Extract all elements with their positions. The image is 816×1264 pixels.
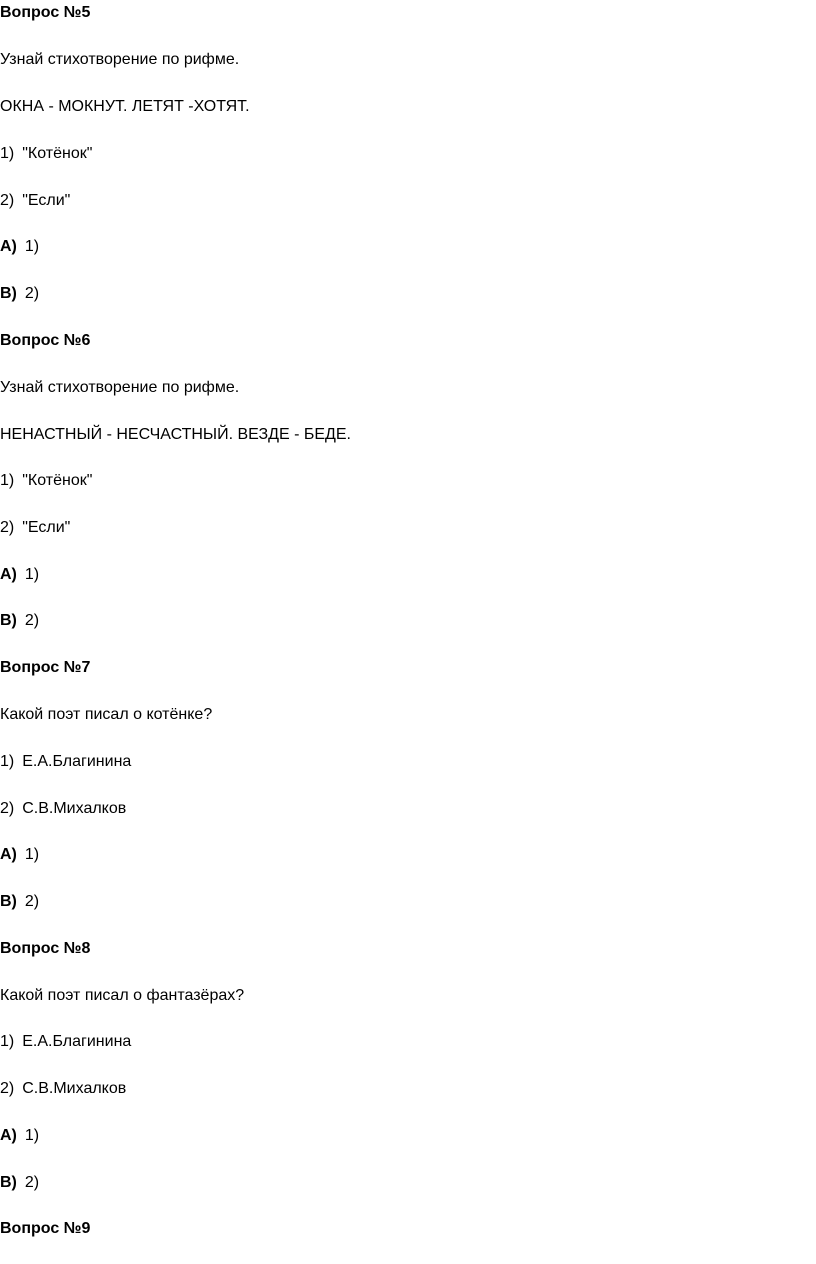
answer-key: А) xyxy=(0,238,17,255)
option-text: "Если" xyxy=(22,192,71,209)
answer-text: 1) xyxy=(24,566,40,583)
question-6-option-1 xyxy=(0,468,92,494)
question-5-prompt: Узнай стихотворение по рифме. xyxy=(0,51,240,68)
question-8-prompt: Какой поэт писал о фантазёрах? xyxy=(0,987,245,1004)
option-number: 2) xyxy=(0,192,15,209)
answer-key: В) xyxy=(0,612,17,629)
option-text: С.В.Михалков xyxy=(22,800,127,817)
answer-key: А) xyxy=(0,846,17,863)
option-text: С.В.Михалков xyxy=(22,1080,127,1097)
question-8-title: Вопрос №8 xyxy=(0,940,91,957)
answer-text: 1) xyxy=(24,1127,40,1144)
option-number: 1) xyxy=(0,1033,15,1050)
question-8-option-1 xyxy=(0,1029,131,1055)
option-number: 1) xyxy=(0,472,15,489)
question-6-answer-a xyxy=(0,562,39,588)
answer-key: В) xyxy=(0,893,17,910)
answer-key: А) xyxy=(0,566,17,583)
answer-key: А) xyxy=(0,1127,17,1144)
option-text: "Котёнок" xyxy=(22,472,93,489)
option-text: "Котёнок" xyxy=(22,145,93,162)
question-8-answer-a xyxy=(0,1123,39,1149)
option-text: "Если" xyxy=(22,519,71,536)
answer-text: 2) xyxy=(24,893,40,910)
question-6-prompt: Узнай стихотворение по рифме. xyxy=(0,379,240,396)
question-5-rhyme: ОКНА - МОКНУТ. ЛЕТЯТ -ХОТЯТ. xyxy=(0,98,250,115)
question-6-option-2 xyxy=(0,515,70,541)
option-number: 2) xyxy=(0,800,15,817)
option-number: 1) xyxy=(0,753,15,770)
question-7-option-1 xyxy=(0,749,131,775)
question-7-prompt: Какой поэт писал о котёнке? xyxy=(0,706,213,723)
option-text: Е.А.Благинина xyxy=(22,1033,132,1050)
question-5-title: Вопрос №5 xyxy=(0,4,91,21)
question-9-title: Вопрос №9 xyxy=(0,1220,91,1237)
question-7-option-2 xyxy=(0,796,126,822)
question-8-option-2 xyxy=(0,1076,126,1102)
question-5-option-2 xyxy=(0,188,70,214)
answer-key: В) xyxy=(0,285,17,302)
option-number: 1) xyxy=(0,145,15,162)
answer-key: В) xyxy=(0,1174,17,1191)
answer-text: 2) xyxy=(24,285,40,302)
question-7-title: Вопрос №7 xyxy=(0,659,91,676)
question-6-rhyme: НЕНАСТНЫЙ - НЕСЧАСТНЫЙ. ВЕЗДЕ - БЕДЕ. xyxy=(0,426,351,443)
option-number: 2) xyxy=(0,519,15,536)
answer-text: 2) xyxy=(24,1174,40,1191)
answer-text: 2) xyxy=(24,612,40,629)
answer-text: 1) xyxy=(24,846,40,863)
question-7-answer-a xyxy=(0,842,39,868)
question-5-answer-b xyxy=(0,281,39,307)
question-5-option-1 xyxy=(0,141,92,167)
question-6-answer-b xyxy=(0,608,39,634)
option-text: Е.А.Благинина xyxy=(22,753,132,770)
answer-text: 1) xyxy=(24,238,40,255)
question-5-answer-a xyxy=(0,234,39,260)
question-7-answer-b xyxy=(0,889,39,915)
option-number: 2) xyxy=(0,1080,15,1097)
question-8-answer-b xyxy=(0,1170,39,1196)
question-6-title: Вопрос №6 xyxy=(0,332,91,349)
